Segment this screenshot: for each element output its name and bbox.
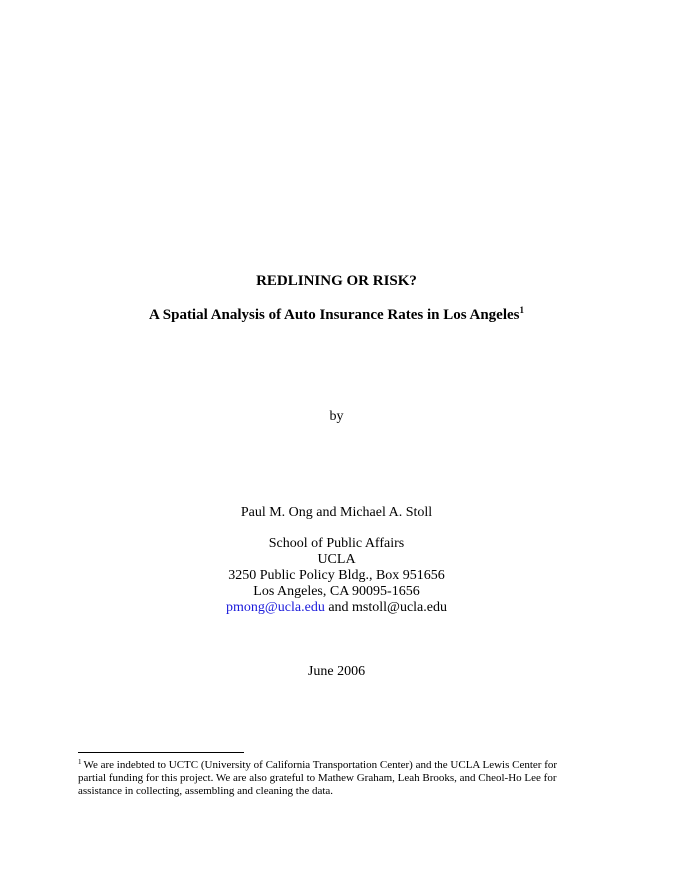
footnote-marker: 1 bbox=[78, 758, 82, 766]
footnote-line-2: partial funding for this project. We are also grateful to Mathew Graham, Leah Brooks, and Cheol-Ho Lee for bbox=[78, 772, 557, 784]
paper-subtitle bbox=[0, 306, 673, 324]
address-school: School of Public Affairs bbox=[268, 536, 405, 551]
footnote-text-1: We are indebted to UCTC (University of California Transportation Center) and the UCLA Lewis Center for bbox=[83, 759, 558, 771]
subtitle-text: A Spatial Analysis of Auto Insurance Rates in Los Angeles bbox=[149, 307, 520, 323]
address-street: 3250 Public Policy Bldg., Box 951656 bbox=[228, 568, 445, 583]
subtitle-footnote-marker[interactable]: 1 bbox=[519, 305, 524, 315]
email-stoll: mstoll@ucla.edu bbox=[352, 600, 447, 615]
footnote-divider bbox=[78, 752, 244, 753]
address-university: UCLA bbox=[317, 552, 356, 567]
footnote-line-3: assistance in collecting, assembling and cleaning the data. bbox=[78, 785, 334, 797]
paper-title: REDLINING OR RISK? bbox=[256, 273, 417, 289]
footnote bbox=[78, 759, 598, 798]
footnote-line-1 bbox=[78, 759, 598, 772]
email-joiner: and bbox=[324, 600, 353, 615]
author-address bbox=[0, 536, 673, 616]
email-link-ong[interactable]: pmong@ucla.edu bbox=[226, 600, 325, 615]
by-line: by bbox=[329, 409, 344, 424]
address-city: Los Angeles, CA 90095-1656 bbox=[253, 584, 420, 599]
author-names: Paul M. Ong and Michael A. Stoll bbox=[240, 505, 433, 520]
publication-date: June 2006 bbox=[307, 664, 366, 679]
address-emails bbox=[0, 600, 673, 616]
